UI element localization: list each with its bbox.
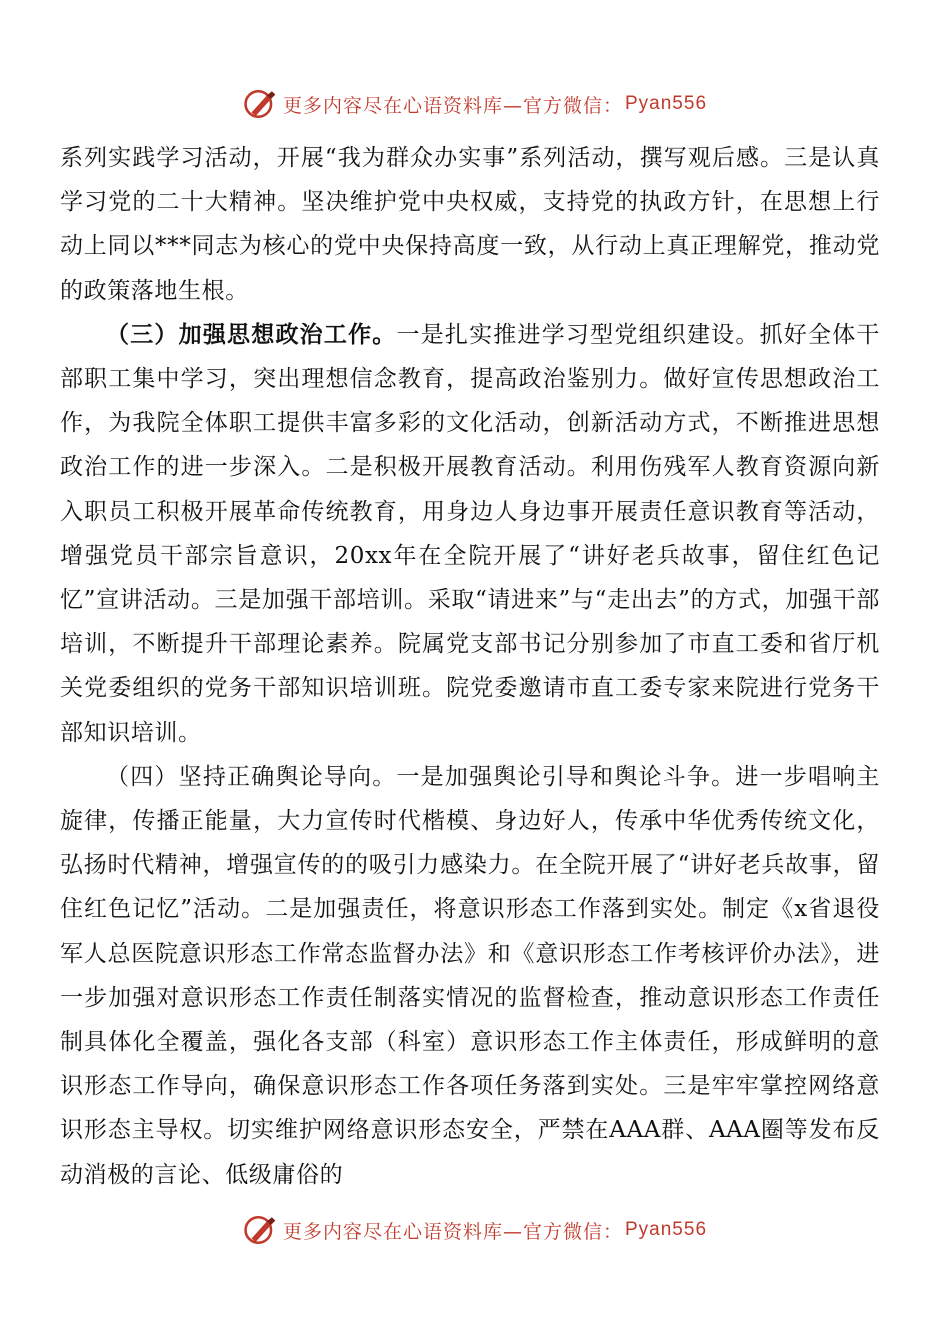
watermark-wechat-id: Pyan556 [625, 93, 708, 114]
paragraph-2 [60, 313, 880, 755]
watermark-text: 更多内容尽在心语资料库—官方微信： [282, 94, 623, 117]
pen-logo-icon [243, 1213, 277, 1247]
watermark-wechat-id: Pyan556 [625, 1219, 708, 1240]
section-heading-3: （三）加强思想政治工作。 [106, 320, 397, 348]
footer-watermark [0, 1210, 950, 1250]
watermark-text: 更多内容尽在心语资料库—官方微信： [282, 1220, 623, 1243]
document-body [60, 136, 880, 1197]
header-watermark [0, 84, 950, 124]
paragraph-3: （四）坚持正确舆论导向。一是加强舆论引导和舆论斗争。进一步唱响主旋律，传播正能量，大力宣传时代楷模、身边好人，传承中华优秀传统文化，弘扬时代精神，增强宣传的的吸引力感染力。在全院开展了“讲好老兵故事，留住红色记忆”活动。二是加强责任，将意识形态工作落到实处。制定《x省退役军人总医院意识形态工作常态监督办法》和《意识形态工作考核评价办法》，进一步加强对意识形态工作责任制落实情况的监督检查，推动意识形态工作责任制具体化全覆盖，强化各支部（科室）意识形态工作主体责任，形成鲜明的意识形态工作导向，确保意识形态工作各项任务落到实处。三是牢牢掌控网络意识形态主导权。切实维护网络意识形态安全，严禁在AAA群、AAA圈等发布反动消极的言论、低级庸俗的 [60, 763, 880, 1188]
pen-logo-icon [243, 87, 277, 121]
paragraph-1: 系列实践学习活动，开展“我为群众办实事”系列活动，撰写观后感。三是认真学习党的二十大精神。坚决维护党中央权威，支持党的执政方针，在思想上行动上同以***同志为核心的党中央保持高度一致，从行动上真正理解党，推动党的政策落地生根。 [60, 145, 880, 304]
paragraph-2-body: 一是扎实推进学习型党组织建设。抓好全体干部职工集中学习，突出理想信念教育，提高政治鉴别力。做好宣传思想政治工作，为我院全体职工提供丰富多彩的文化活动，创新活动方式，不断推进思想政治工作的进一步深入。二是积极开展教育活动。利用伤残军人教育资源向新入职员工积极开展革命传统教育，用身边人身边事开展责任意识教育等活动，增强党员干部宗旨意识，20xx年在全院开展了“讲好老兵故事，留住红色记忆”宣讲活动。三是加强干部培训。采取“请进来”与“走出去”的方式，加强干部培训，不断提升干部理论素养。院属党支部书记分别参加了市直工委和省厅机关党委组织的党务干部知识培训班。院党委邀请市直工委专家来院进行党务干部知识培训。 [60, 321, 881, 746]
